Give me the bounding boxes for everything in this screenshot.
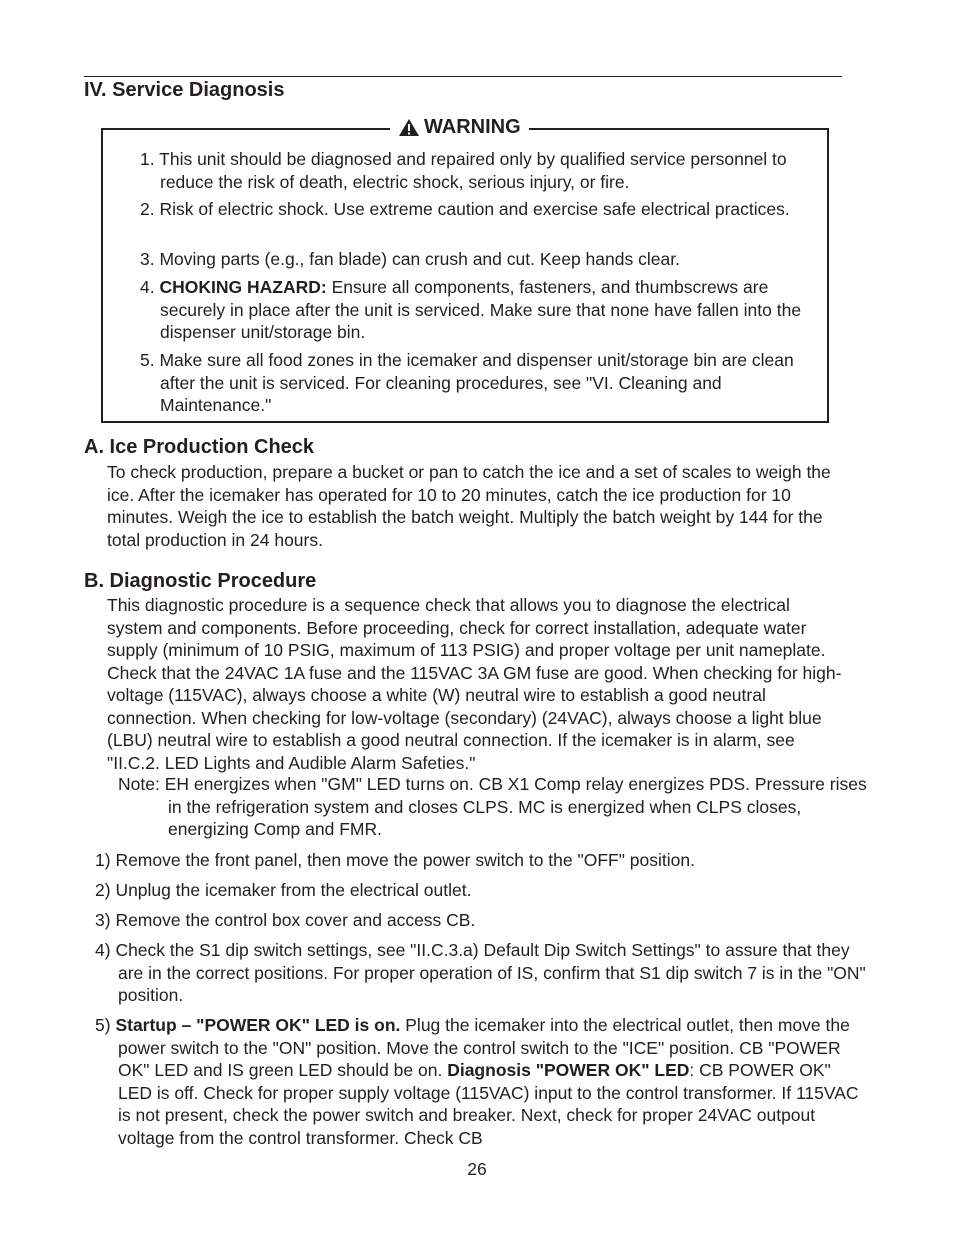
warning-triangle-icon (398, 118, 420, 137)
step-item: 2) Unplug the icemaker from the electrical outlet. (95, 880, 472, 900)
step-item: 1) Remove the front panel, then move the power switch to the "OFF" position. (95, 850, 695, 870)
page-number: 26 (467, 1159, 487, 1179)
diagnostic-title: B. Diagnostic Procedure (84, 570, 317, 592)
warning-title: WARNING (424, 116, 521, 138)
ice-production-title: A. Ice Production Check (84, 436, 315, 458)
warning-item: 4. CHOKING HAZARD: Ensure all components, fasteners, and thumbscrews are securely in place after the unit is serviced. Make sure that none have fallen into the dispenser unit/storage bin. (140, 277, 802, 342)
step-item: 4) Check the S1 dip switch settings, see "II.C.3.a) Default Dip Switch Settings" to assure that they are in the correct positions. For proper operation of IS, confirm that S1 dip switch 7 is in the "ON" position. (95, 940, 866, 1005)
step-item: 3) Remove the control box cover and access CB. (95, 910, 476, 930)
warning-item: 3. Moving parts (e.g., fan blade) can crush and cut. Keep hands clear. (140, 249, 680, 269)
warning-item: 1. This unit should be diagnosed and repaired only by qualified service personnel to reduce the risk of death, electric shock, serious injury, or fire. (140, 149, 787, 192)
section-title: IV. Service Diagnosis (84, 79, 285, 101)
warning-header (390, 116, 529, 139)
diagnostic-body: This diagnostic procedure is a sequence check that allows you to diagnose the electrical system and components. Before proceeding, check for correct installation, adequate water supply (minimum of 10 PSIG, maximum of 113 PSIG) and proper voltage per unit nameplate. Check that the 24VAC 1A fuse and the 115VAC 3A GM fuse are good. When checking for high-voltage (115VAC), always choose a white (W) neutral wire to establish a good neutral connection. When checking for low-voltage (secondary) (24VAC), always choose a light blue (LBU) neutral wire to establish a good neutral connection. If the icemaker is in alarm, see "II.C.2. LED Lights and Audible Alarm Safeties." (107, 595, 842, 773)
warning-item: 5. Make sure all food zones in the icemaker and dispenser unit/storage bin are clean after the unit is serviced. For cleaning procedures, see "VI. Cleaning and Maintenance." (140, 350, 794, 415)
step-item: 5) Startup – "POWER OK" LED is on. Plug the icemaker into the electrical outlet, then move the power switch to the "ON" position. Move the control switch to the "ICE" position. CB "POWER OK" LED and IS green LED should be on. Diagnosis "POWER OK" LED: CB POWER OK" LED is off. Check for proper supply voltage (115VAC) input to the control transformer. If 115VAC is not present, check the power switch and breaker. Next, check for proper 24VAC outpout voltage from the control transformer. Check CB (95, 1015, 859, 1148)
diagnostic-note: Note: EH energizes when "GM" LED turns on. CB X1 Comp relay energizes PDS. Pressure rises in the refrigeration system and closes CLPS. MC is energized when CLPS closes, energizing Comp and FMR. (118, 774, 867, 839)
ice-production-body: To check production, prepare a bucket or pan to catch the ice and a set of scales to weigh the ice. After the icemaker has operated for 10 to 20 minutes, catch the ice production for 10 minutes. Weigh the ice to establish the batch weight. Multiply the batch weight by 144 for the total production in 24 hours. (107, 462, 831, 550)
top-rule (84, 76, 842, 77)
warning-item: 2. Risk of electric shock. Use extreme caution and exercise safe electrical practices. (140, 199, 790, 219)
